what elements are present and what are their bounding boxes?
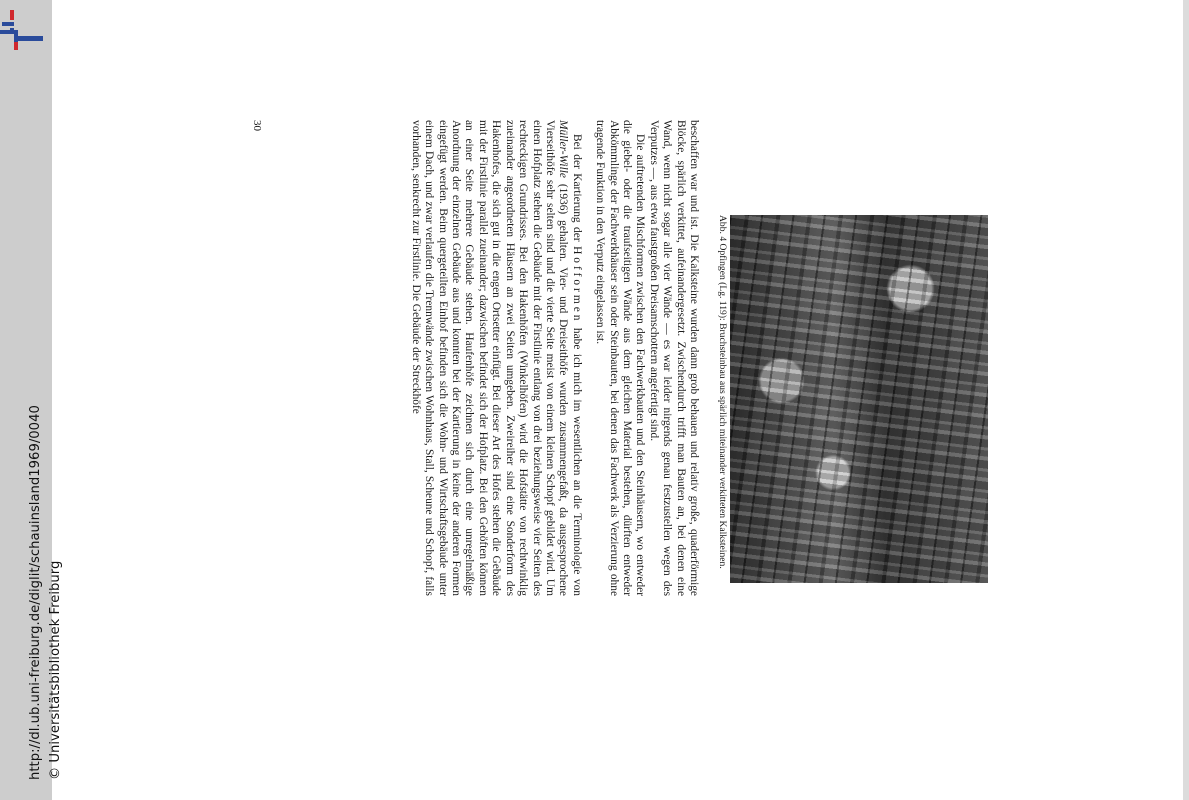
- paragraph: Bei der Kartierung der Hofformen habe ich mich im wesentlichen an die Terminologie von Müller-Wille (1936) gehalten. Vier- und Dreiseithöfe wurden zusammengefaßt, da ausgesprochene Vierseithöfe sehr selten sind und die vierte Seite meist von einem kleinen Schopf gebildet wird. Um einen Hofplatz stehen die Gebäude mit der Firstlinie entlang von drei beziehungsweise vier Seiten des rechteckigen Grundrisses. Bei den Hakenhöfen (Winkelhöfen) wird die Hofstätte von rechtwinklig zueinander angeordneten Häusern an zwei Seiten umgeben. Zweireiher sind eine Sonderform des Hakenhofes, die sich gut in die engen Ortsetter einfügt. Bei dieser Art des Hofes stehen die Gebäude mit der Firstlinie parallel zueinander; dazwischen befindet sich der Hofplatz. Bei den Gehöften können an einer Seite mehrere Gebäude stehen. Haufenhöfe zeichnen sich durch eine unregelmäßige Anordnung der einzelnen Gebäude aus und konnten bei der Kartierung in keine der anderen Formen eingefügt werden. Beim quergeteilten Einhof befinden sich die Wohn- und Wirtschaftsgebäude unter einem Dach, und zwar verlaufen die Trennwände zwischen Wohnhaus, Stall, Scheune und Schopf, falls vorhanden, senkrecht zur Firstlinie. Die Gebäude der Streckhöfe: [409, 120, 583, 596]
- sidebar-caption: [26, 405, 67, 780]
- paragraph: beschaffen war und ist. Die Kalksteine wurden dann grob behauen und relativ große, quaderförmige Blöcke, spärlich verkittet, aufeinandergesetzt. Zwischendurch trifft man Bauten an, bei denen eine Wand, wenn nicht sogar alle vier Wände — es war leider nirgends genau festzustellen wegen des Verputzes —, aus etwa faustgroßen Dreisamschottern angefertigt sind.: [647, 120, 700, 596]
- copyright-notice: © Universitätsbibliothek Freiburg: [48, 560, 64, 780]
- scrollbar[interactable]: [1183, 0, 1189, 800]
- figure-photo: [730, 215, 988, 583]
- source-url[interactable]: http://dl.ub.uni-freiburg.de/diglit/schauinsland1969/0040: [28, 405, 43, 780]
- university-logo-icon: [0, 8, 44, 50]
- body-text: [408, 120, 700, 596]
- paragraph: Die auftretenden Mischformen zwischen den Fachwerkbauten und den Steinhäusern, wo entweder die giebel- oder die traufseitigen Wände aus dem gleichen Material bestehen, dürften entweder Abkömmlinge der Fachwerkhäuser sein oder Steinbauten, bei denen das Fachwerk als Verzierung ohne tragende Funktion in den Verputz eingelassen ist.: [594, 120, 647, 596]
- figure-caption: Abb. 4 Opfingen (Lg. 119): Bruchsteinbau aus spärlich miteinander verkitteten Kalksteinen.: [717, 215, 728, 569]
- document-page: [240, 120, 728, 650]
- page-number: 30: [251, 120, 263, 131]
- viewer-sidebar: [0, 0, 64, 800]
- author-name: Müller-Wille: [557, 120, 570, 178]
- spaced-term: Hofformen: [570, 246, 583, 324]
